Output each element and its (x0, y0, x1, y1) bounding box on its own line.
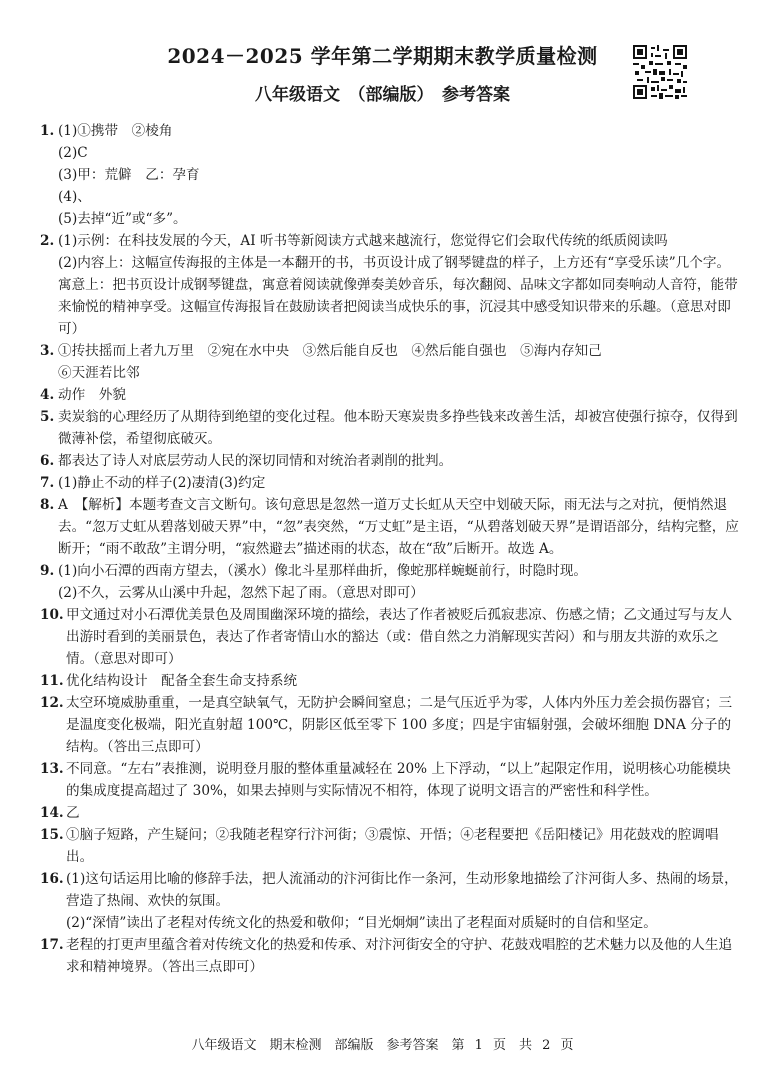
page-title: 2024－2025 学年第二学期期末教学质量检测 (167, 44, 598, 68)
answer-line: 卖炭翁的心理经历了从期待到绝望的变化过程。他本盼天寒炭贵多挣些钱来改善生活，却被宫使强行掠夺，仅得到微薄补偿，希望彻底破灭。 (58, 409, 738, 447)
answer-body (58, 340, 740, 384)
answer-item (40, 560, 740, 604)
answer-line: 太空环境威胁重重，一是真空缺氧气，无防护会瞬间窒息；二是气压近乎为零，人体内外压力差会损伤器官；三是温度变化极端，阳光直射超 100℃，阴影区低至零下 100 多度；四是宇宙辐射强，会破坏细胞 DNA 分子的结构。（答出三点即可） (66, 695, 733, 755)
answer-line: 老程的打更声里蕴含着对传统文化的热爱和传承、对汴河街安全的守护、花鼓戏唱腔的艺术魅力以及他的人生追求和精神境界。（答出三点即可） (66, 937, 733, 975)
answer-line: ①脑子短路，产生疑问；②我随老程穿行汴河街；③震惊、开悟；④老程要把《岳阳楼记》用花鼓戏的腔调唱出。 (66, 827, 719, 865)
answer-item (40, 406, 740, 450)
answer-body (66, 802, 740, 824)
answer-number: 1. (40, 123, 55, 139)
answer-body (58, 230, 740, 340)
answer-number: 11. (40, 673, 64, 689)
answer-line: (5)去掉“近”或“多”。 (58, 211, 187, 227)
answer-item (40, 384, 740, 406)
answer-number: 10. (40, 607, 64, 623)
answer-line: 不同意。“左右”表推测，说明登月服的整体重量减轻在 20% 上下浮动，“以上”起限定作用，说明核心功能模块的集成度提高超过了 30%，如果去掉则与实际情况不相符，体现了说明文语言的严密性和科学性。 (66, 761, 731, 799)
answer-line: A 【解析】本题考查文言文断句。该句意思是忽然一道万丈长虹从天空中划破天际，雨无法与之对抗，便悄然退去。“忽万丈虹从碧落划破天界”中，“忽”表突然，“万丈虹”是主语，“从碧落划破天界”是谓语部分，结构完整，应断开；“雨不敢敌”主谓分明，“寂然避去”描述雨的状态，故在“敌”后断开。故选 A。 (58, 497, 739, 557)
answer-number: 16. (40, 871, 64, 887)
answer-body (58, 560, 740, 604)
answer-number: 9. (40, 563, 55, 579)
answer-number: 2. (40, 233, 55, 249)
answer-line: (1)示例：在科技发展的今天，AI 听书等新阅读方式越来越流行，您觉得它们会取代传统的纸质阅读吗 (58, 233, 668, 249)
answer-body (58, 384, 740, 406)
answer-line: 甲文通过对小石潭优美景色及周围幽深环境的描绘，表达了作者被贬后孤寂悲凉、伤感之情；乙文通过写与友人出游时看到的美丽景色，表达了作者寄情山水的豁达（或：借自然之力消解现实苦闷）和与朋友共游的欢乐之情。（意思对即可） (66, 607, 733, 667)
answer-body (58, 494, 740, 560)
answer-line: (1)这句话运用比喻的修辞手法，把人流涌动的汴河街比作一条河，生动形象地描绘了汴河街人多、热闹的场景，营造了热闹、欢快的氛围。 (66, 871, 738, 909)
answer-line: (1)向小石潭的西南方望去，（溪水）像北斗星那样曲折，像蛇那样蜿蜒前行，时隐时现。 (58, 563, 588, 579)
answer-number: 15. (40, 827, 64, 843)
answer-item (40, 230, 740, 340)
answer-line: 优化结构设计 配备全套生命支持系统 (66, 673, 298, 689)
answer-line: ①抟扶摇而上者九万里 ②宛在水中央 ③然后能自反也 ④然后能自强也 ⑤海内存知己 (58, 343, 602, 359)
answer-number: 8. (40, 497, 55, 513)
answer-item (40, 494, 740, 560)
answer-number: 13. (40, 761, 64, 777)
answer-line: (2)C (58, 145, 88, 161)
answer-line: (1)①携带 ②棱角 (58, 123, 173, 139)
answer-body (58, 450, 740, 472)
answer-number: 6. (40, 453, 55, 469)
answer-item (40, 450, 740, 472)
answer-number: 7. (40, 475, 55, 491)
answer-item (40, 670, 740, 692)
answer-body (58, 472, 740, 494)
answer-body (66, 758, 740, 802)
answer-list (40, 120, 740, 978)
qr-code-icon (633, 45, 687, 99)
page-footer: 八年级语文 期末检测 部编版 参考答案 第 1 页 共 2 页 (191, 1038, 574, 1053)
answer-item (40, 340, 740, 384)
answer-number: 17. (40, 937, 64, 953)
answer-body (58, 406, 740, 450)
answer-line: 乙 (66, 805, 80, 821)
answer-item (40, 868, 740, 934)
answer-line: 动作 外貌 (58, 387, 126, 403)
answer-body (66, 934, 740, 978)
answer-body (66, 604, 740, 670)
answer-body (66, 868, 740, 934)
answer-item (40, 120, 740, 230)
answer-body (58, 120, 740, 230)
answer-body (66, 670, 740, 692)
answer-line: 都表达了诗人对底层劳动人民的深切同情和对统治者剥削的批判。 (58, 453, 453, 469)
answer-line: (2)内容上：这幅宣传海报的主体是一本翻开的书，书页设计成了钢琴键盘的样子，上方还有“享受乐读”几个字。寓意上：把书页设计成钢琴键盘，寓意着阅读就像弹奏美妙音乐，每次翻阅、品味文字都如同奏响动人音符，能带来愉悦的精神享受。这幅宣传海报旨在鼓励读者把阅读当成快乐的事，沉浸其中感受知识带来的乐趣。（意思对即可） (58, 255, 738, 337)
answer-body (66, 692, 740, 758)
answer-body (66, 824, 740, 868)
answer-item (40, 692, 740, 758)
answer-line: ⑥天涯若比邻 (58, 365, 140, 381)
answer-line: (2)不久，云雾从山溪中升起，忽然下起了雨。（意思对即可） (58, 585, 424, 601)
answer-item (40, 824, 740, 868)
answer-item (40, 802, 740, 824)
answer-line: (4)、 (58, 189, 91, 205)
answer-item (40, 758, 740, 802)
answer-item (40, 604, 740, 670)
page-subtitle: 八年级语文 （部编版） 参考答案 (255, 85, 510, 105)
answer-number: 5. (40, 409, 55, 425)
answer-line: (3)甲：荒僻 乙：孕育 (58, 167, 200, 183)
answer-line: (2)“深情”读出了老程对传统文化的热爱和敬仰；“目光炯炯”读出了老程面对质疑时的自信和坚定。 (66, 915, 657, 931)
answer-item (40, 472, 740, 494)
answer-number: 3. (40, 343, 55, 359)
answer-line: (1)静止不动的样子(2)凄清(3)约定 (58, 475, 266, 491)
answer-item (40, 934, 740, 978)
answer-number: 12. (40, 695, 64, 711)
answer-number: 4. (40, 387, 55, 403)
answer-number: 14. (40, 805, 64, 821)
